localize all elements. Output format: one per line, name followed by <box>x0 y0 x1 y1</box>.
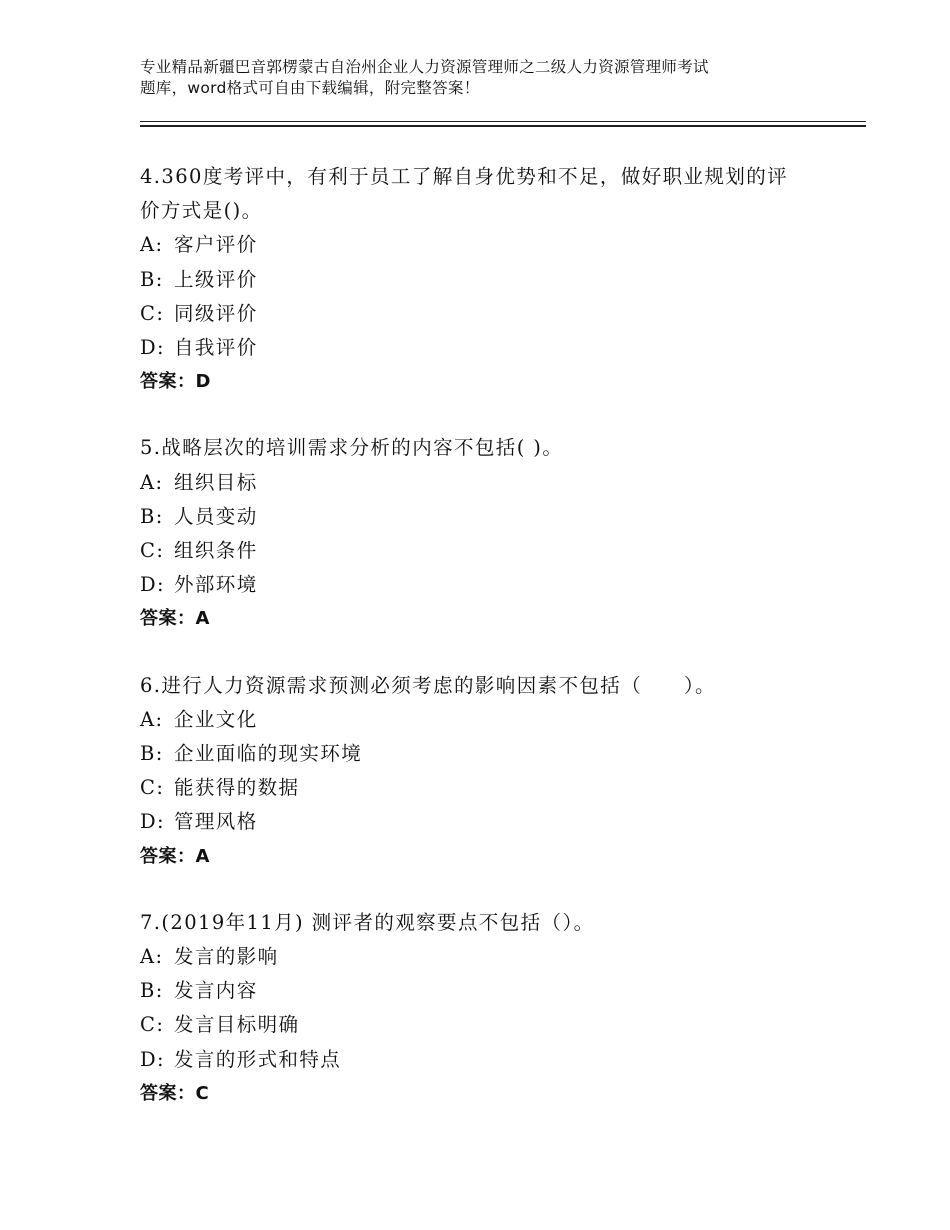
question-6 <box>140 669 840 874</box>
option-b <box>140 974 840 1008</box>
option-c <box>140 534 840 568</box>
answer-label: 答案：A <box>140 608 210 630</box>
question-7 <box>140 906 840 1111</box>
option-a <box>140 940 840 974</box>
option-c <box>140 1008 840 1042</box>
document-header <box>140 57 830 99</box>
header-line-1: 专业精品新疆巴音郭楞蒙古自治州企业人力资源管理师之二级人力资源管理师考试 <box>140 58 709 76</box>
option-c <box>140 771 840 805</box>
option-d <box>140 1043 840 1077</box>
option-text: 发言的影响 <box>174 945 279 969</box>
option-d <box>140 568 840 602</box>
question-stem-line: 6.进行人力资源需求预测必须考虑的影响因素不包括（ ）。 <box>140 673 716 697</box>
option-text: 企业文化 <box>174 707 258 731</box>
option-label: B: <box>140 742 164 766</box>
option-label: A: <box>140 233 164 257</box>
option-label: C: <box>140 301 165 325</box>
option-text: 发言的形式和特点 <box>174 1047 342 1071</box>
answer-label: 答案：A <box>140 845 210 867</box>
option-label: C: <box>140 776 165 800</box>
option-label: B: <box>140 979 164 1003</box>
option-c <box>140 297 840 331</box>
option-label: A: <box>140 707 164 731</box>
option-label: A: <box>140 945 164 969</box>
header-divider-thin <box>140 121 866 122</box>
option-label: A: <box>140 470 164 494</box>
question-5 <box>140 431 840 636</box>
option-text: 组织目标 <box>174 470 258 494</box>
header-line-2: 题库，word格式可自由下载编辑，附完整答案！ <box>140 79 480 97</box>
option-label: D: <box>140 1047 166 1071</box>
option-text: 发言目标明确 <box>174 1013 300 1037</box>
option-text: 自我评价 <box>174 336 258 360</box>
question-list <box>140 160 840 1143</box>
option-a <box>140 466 840 500</box>
option-text: 企业面临的现实环境 <box>174 742 363 766</box>
question-stem-line: 5.战略层次的培训需求分析的内容不包括( )。 <box>140 436 564 460</box>
answer-label: 答案：D <box>140 371 211 393</box>
option-text: 人员变动 <box>174 504 258 528</box>
option-d <box>140 331 840 365</box>
option-label: D: <box>140 573 166 597</box>
answer-label: 答案：C <box>140 1082 210 1104</box>
option-d <box>140 805 840 839</box>
option-text: 组织条件 <box>174 539 258 563</box>
option-text: 发言内容 <box>174 979 258 1003</box>
question-stem-line: 价方式是()。 <box>140 199 263 223</box>
option-text: 同级评价 <box>174 301 258 325</box>
option-b <box>140 500 840 534</box>
option-label: C: <box>140 539 165 563</box>
question-stem-line: 4.360度考评中，有利于员工了解自身优势和不足，做好职业规划的评 <box>140 165 789 188</box>
option-b <box>140 263 840 297</box>
option-text: 客户评价 <box>174 233 258 257</box>
question-4 <box>140 160 840 399</box>
option-text: 上级评价 <box>174 267 258 291</box>
option-label: D: <box>140 810 166 834</box>
option-b <box>140 737 840 771</box>
option-label: B: <box>140 504 164 528</box>
option-text: 管理风格 <box>174 810 258 834</box>
option-label: C: <box>140 1013 165 1037</box>
question-stem-line: 7.(2019年11月) 测评者的观察要点不包括（）。 <box>140 910 595 934</box>
option-a <box>140 703 840 737</box>
option-label: D: <box>140 336 166 360</box>
header-divider-thick <box>140 125 866 127</box>
option-text: 能获得的数据 <box>174 776 300 800</box>
option-a <box>140 228 840 262</box>
option-label: B: <box>140 267 164 291</box>
option-text: 外部环境 <box>174 573 258 597</box>
